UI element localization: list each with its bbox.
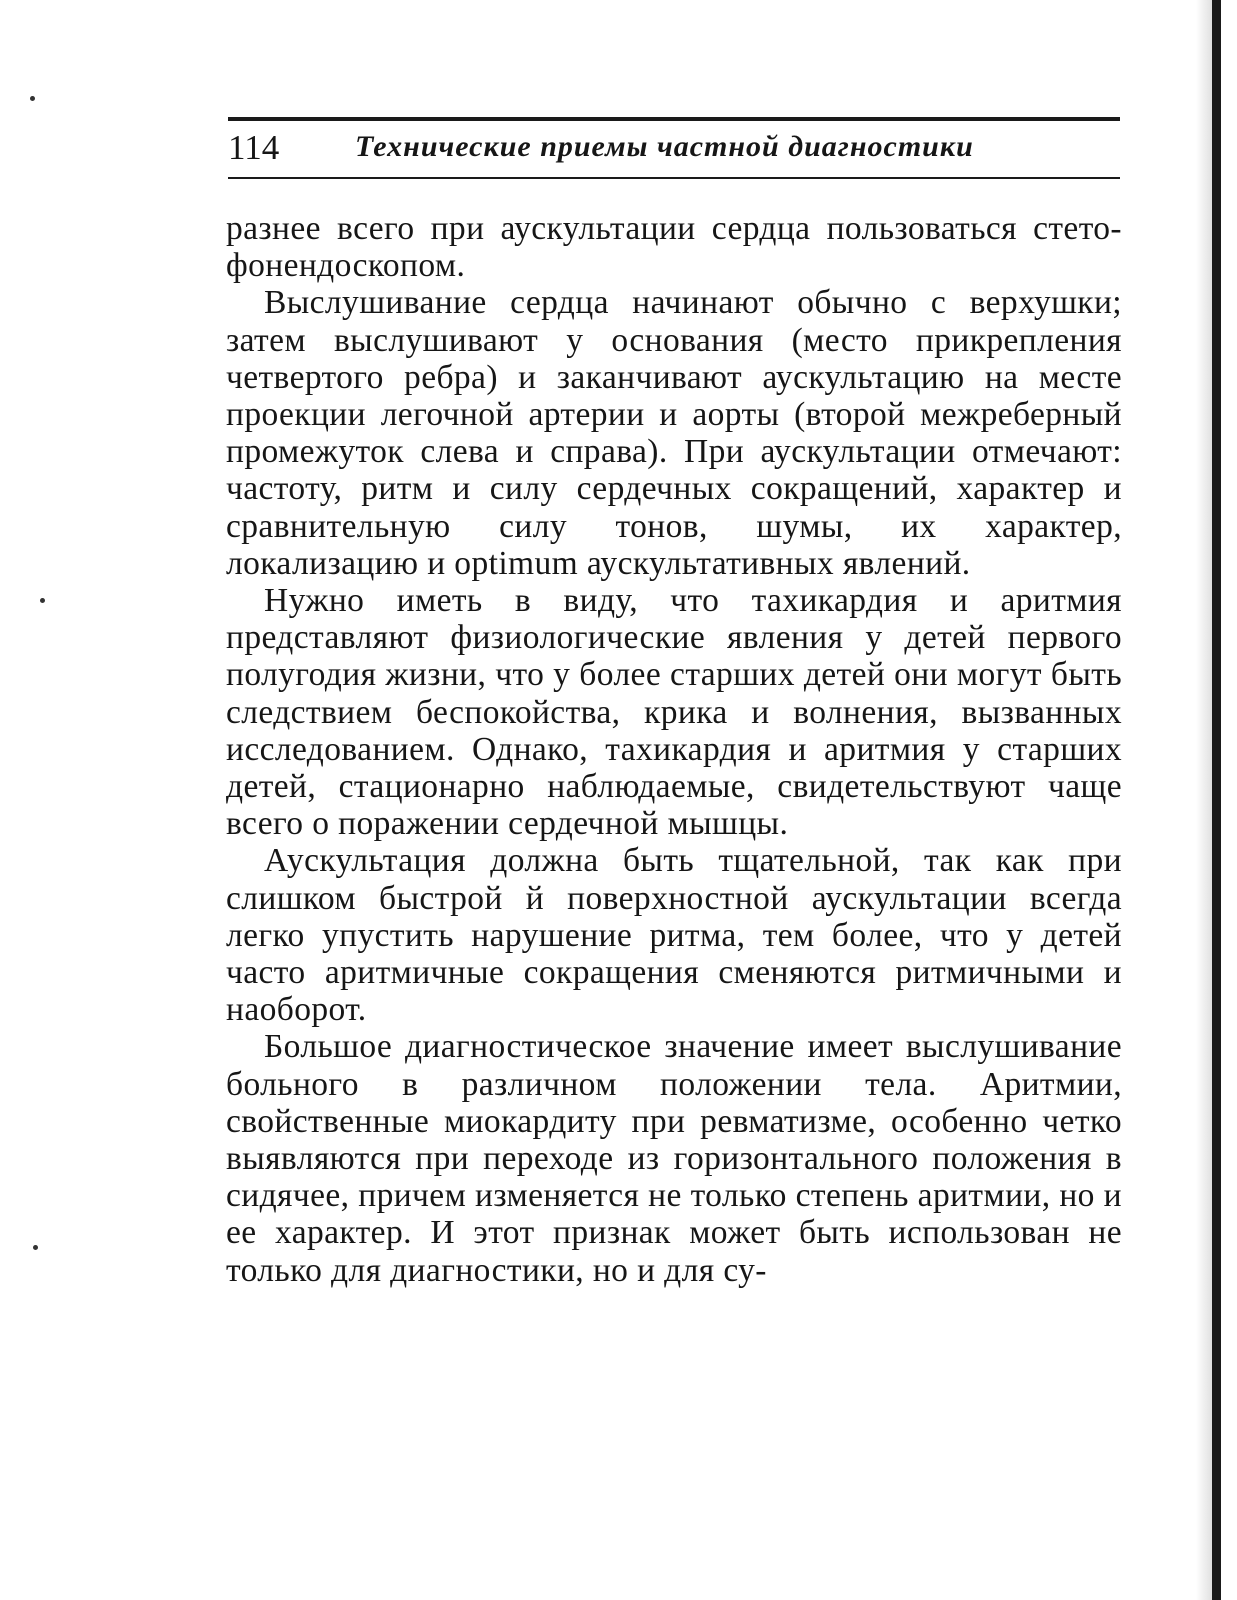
page-number: 114 — [228, 128, 280, 167]
body-text — [226, 210, 1122, 1289]
running-title: Технические приемы частной диагностики — [355, 130, 974, 163]
book-spine — [1212, 0, 1221, 1600]
paper-speck — [40, 598, 45, 603]
page-header — [228, 117, 1120, 179]
paragraph: Аускультация должна быть тщательной, так как при слишком быстрой й поверхностной аускультации всегда легко упустить нарушение ритма, тем более, что у детей часто аритмичные сокращения сменяются ритмичными и наоборот. — [226, 842, 1122, 1029]
spine-shadow — [1196, 0, 1212, 1600]
paper-speck — [33, 1245, 38, 1250]
paper-speck — [30, 96, 35, 101]
paragraph: Большое диагностическое значение имеет выслушивание больного в различном положении тела. Аритмии, свойственные миокардиту при ревматизме, особенно четко выявляются при переходе из горизонтального положения в сидячее, причем изменяется не только степень аритмии, но и ее характер. И этот признак может быть использован не только для диагностики, но и для су- — [226, 1028, 1122, 1289]
paragraph: Нужно иметь в виду, что тахикардия и аритмия представляют физиологические явления у детей первого полугодия жизни, что у более старших детей они могут быть следствием беспокойства, крика и волнения, вызванных исследованием. Однако, тахикардия и аритмия у старших детей, стационарно наблюдаемые, свидетельствуют чаще всего о поражении сердечной мышцы. — [226, 582, 1122, 843]
paragraph: Выслушивание сердца начинают обычно с верхушки; затем выслушивают у основания (место прикрепления четвертого ребра) и заканчивают аускультацию на месте проекции легочной артерии и аорты (второй межреберный промежуток слева и справа). При аускультации отмечают: частоту, ритм и силу сердечных сокращений, характер и сравнительную силу тонов, шумы, их характер, локализацию и optimum аускультативных явлений. — [226, 284, 1122, 582]
paragraph: разнее всего при аускультации сердца пользоваться стето-фонендоскопом. — [226, 210, 1122, 285]
